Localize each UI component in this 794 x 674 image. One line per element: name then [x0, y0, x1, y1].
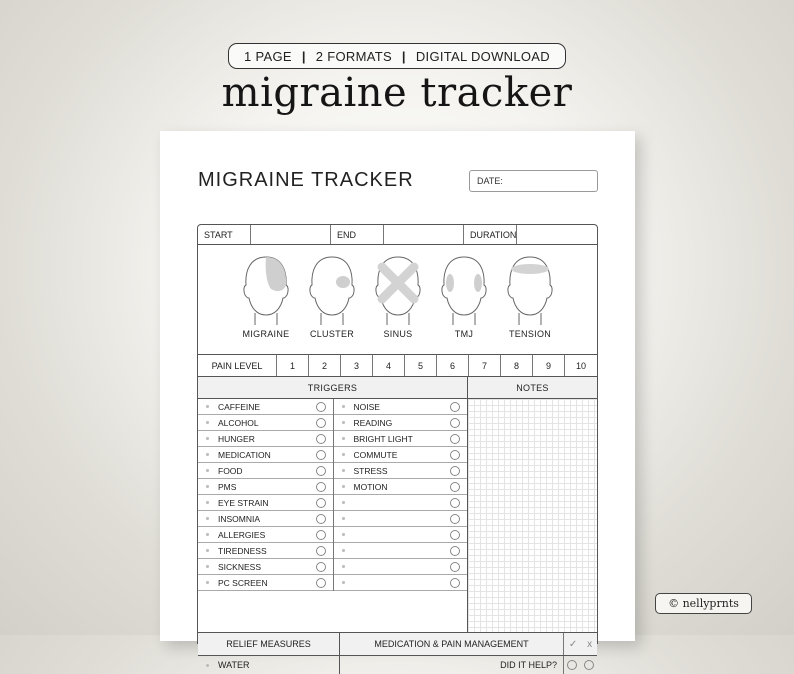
checkbox-circle-icon[interactable] [450, 482, 460, 492]
bullet-icon [206, 501, 209, 504]
trigger-item[interactable] [198, 479, 333, 495]
bullet-icon [206, 485, 209, 488]
end-label: END [331, 225, 384, 244]
banner-download: DIGITAL DOWNLOAD [415, 48, 550, 64]
trigger-item[interactable] [198, 559, 333, 575]
headache-type-label: TENSION [508, 329, 552, 339]
checkbox-circle-icon[interactable] [316, 434, 326, 444]
notes-grid[interactable] [468, 399, 597, 632]
triggers-section [198, 377, 468, 632]
trigger-label: NOISE [353, 401, 380, 412]
start-field[interactable] [251, 225, 331, 244]
trigger-label: STRESS [353, 465, 388, 476]
triggers-heading: TRIGGERS [198, 377, 467, 399]
bullet-icon [342, 469, 345, 472]
check-icon: ✓ [568, 638, 578, 650]
trigger-label: PMS [218, 481, 237, 492]
pain-level-option[interactable]: 6 [437, 355, 469, 376]
tmj-head-icon [439, 253, 489, 325]
triggers-column-left [198, 399, 333, 591]
headache-type-label: TMJ [454, 329, 474, 339]
bullet-icon [206, 533, 209, 536]
duration-label: DURATION [464, 225, 517, 244]
trigger-item[interactable] [334, 399, 468, 415]
end-field[interactable] [384, 225, 464, 244]
trigger-label: ALLERGIES [218, 529, 266, 540]
pain-level-option[interactable]: 2 [309, 355, 341, 376]
yes-circle-icon[interactable] [567, 660, 577, 670]
banner-separator: | [301, 48, 306, 64]
trigger-label: SICKNESS [218, 561, 261, 572]
pain-level-option[interactable]: 1 [277, 355, 309, 376]
trigger-item[interactable] [198, 431, 333, 447]
trigger-label: EYE STRAIN [218, 497, 269, 508]
trigger-item[interactable] [198, 527, 333, 543]
headache-type-cluster[interactable] [304, 253, 360, 339]
trigger-item[interactable] [198, 575, 333, 591]
pain-level-label: PAIN LEVEL [198, 355, 277, 376]
trigger-item-blank[interactable] [334, 559, 468, 575]
relief-label: WATER [218, 660, 250, 670]
trigger-item[interactable] [334, 463, 468, 479]
relief-item[interactable] [198, 656, 340, 674]
bullet-icon [206, 453, 209, 456]
pain-level-option[interactable]: 10 [575, 360, 586, 371]
checkbox-circle-icon[interactable] [450, 498, 460, 508]
bullet-icon [342, 565, 345, 568]
relief-row [198, 656, 597, 674]
trigger-item[interactable] [198, 543, 333, 559]
medication-heading: MEDICATION & PAIN MANAGEMENT [340, 633, 564, 655]
headache-type-label: CLUSTER [309, 329, 355, 339]
trigger-item[interactable] [334, 415, 468, 431]
pain-level-option[interactable]: 7 [469, 355, 501, 376]
banner-pages: 1 PAGE [244, 48, 292, 64]
trigger-item-blank[interactable] [334, 575, 468, 591]
pain-level-option[interactable]: 5 [405, 355, 437, 376]
help-options [564, 656, 597, 674]
bullet-icon [342, 517, 345, 520]
trigger-label: TIREDNESS [218, 545, 267, 556]
headache-type-sinus[interactable] [370, 253, 426, 339]
headache-type-tension[interactable] [502, 253, 558, 339]
checkbox-circle-icon[interactable] [450, 418, 460, 428]
headache-type-tmj[interactable] [436, 253, 492, 339]
bullet-icon [342, 453, 345, 456]
no-circle-icon[interactable] [584, 660, 594, 670]
trigger-item-blank[interactable] [334, 527, 468, 543]
bullet-icon [342, 549, 345, 552]
notes-section [468, 377, 597, 632]
x-icon: x [587, 638, 593, 650]
triggers-notes-section [198, 377, 597, 632]
bullet-icon [206, 469, 209, 472]
notes-heading: NOTES [468, 377, 597, 399]
trigger-label: MOTION [353, 481, 388, 492]
checkbox-circle-icon[interactable] [450, 530, 460, 540]
trigger-item[interactable] [334, 479, 468, 495]
checkbox-circle-icon[interactable] [316, 450, 326, 460]
format-banner [228, 43, 566, 69]
trigger-label: PC SCREEN [218, 577, 268, 588]
cluster-head-icon [307, 253, 357, 325]
checkbox-circle-icon[interactable] [450, 578, 460, 588]
checkbox-circle-icon[interactable] [316, 418, 326, 428]
trigger-item-blank[interactable] [334, 495, 468, 511]
headache-type-migraine[interactable] [238, 253, 294, 339]
trigger-item-blank[interactable] [334, 511, 468, 527]
banner-separator: | [401, 48, 406, 64]
trigger-item[interactable] [198, 511, 333, 527]
trigger-item[interactable] [198, 495, 333, 511]
banner-formats: 2 FORMATS [315, 48, 392, 64]
migraine-head-icon [241, 253, 291, 325]
trigger-label: BRIGHT LIGHT [353, 433, 413, 444]
headache-type-label: SINUS [383, 329, 413, 339]
relief-header-row [198, 632, 597, 656]
trigger-item[interactable] [198, 415, 333, 431]
headache-types [198, 245, 597, 355]
duration-field[interactable] [517, 225, 597, 244]
checkbox-circle-icon[interactable] [316, 482, 326, 492]
bullet-icon [342, 485, 345, 488]
pain-level-option[interactable]: 9 [533, 355, 565, 376]
date-field[interactable] [469, 170, 598, 192]
bullet-icon [206, 581, 209, 584]
tracker-table [197, 224, 598, 670]
time-row [198, 225, 597, 245]
trigger-label: READING [353, 417, 393, 428]
checkbox-circle-icon[interactable] [450, 466, 460, 476]
bullet-icon [206, 565, 209, 568]
product-headline: migraine tracker [221, 70, 573, 116]
tension-head-icon [505, 253, 555, 325]
trigger-label: COMMUTE [353, 449, 398, 460]
trigger-label: INSOMNIA [218, 513, 261, 524]
checkbox-circle-icon[interactable] [316, 562, 326, 572]
checkbox-circle-icon[interactable] [316, 530, 326, 540]
trigger-label: FOOD [218, 465, 243, 476]
checkbox-circle-icon[interactable] [316, 514, 326, 524]
checkbox-circle-icon[interactable] [316, 402, 326, 412]
checkbox-circle-icon[interactable] [450, 562, 460, 572]
checkbox-circle-icon[interactable] [450, 434, 460, 444]
triggers-column-right [333, 399, 468, 591]
bullet-icon [342, 405, 345, 408]
pain-level-row [198, 355, 597, 377]
trigger-label: CAFFEINE [218, 401, 261, 412]
tracker-sheet [160, 131, 635, 670]
trigger-item[interactable] [198, 447, 333, 463]
bullet-icon [206, 421, 209, 424]
help-columns [564, 633, 597, 655]
bullet-icon [342, 421, 345, 424]
start-label: START [198, 225, 251, 244]
bullet-icon [342, 581, 345, 584]
trigger-item[interactable] [334, 431, 468, 447]
trigger-label: HUNGER [218, 433, 255, 444]
bullet-icon [342, 437, 345, 440]
headache-type-label: MIGRAINE [242, 329, 290, 339]
bullet-icon [206, 517, 209, 520]
trigger-item[interactable] [334, 447, 468, 463]
bullet-icon [342, 533, 345, 536]
bullet-icon [206, 549, 209, 552]
trigger-item[interactable] [198, 399, 333, 415]
trigger-item[interactable] [198, 463, 333, 479]
did-it-help-label: DID IT HELP? [340, 656, 564, 674]
sheet-title: MIGRAINE TRACKER [198, 169, 414, 191]
checkbox-circle-icon[interactable] [316, 466, 326, 476]
bullet-icon [206, 437, 209, 440]
bullet-icon [206, 405, 209, 408]
pain-level-option[interactable]: 4 [373, 355, 405, 376]
trigger-label: MEDICATION [218, 449, 271, 460]
checkbox-circle-icon[interactable] [450, 546, 460, 556]
checkbox-circle-icon[interactable] [450, 450, 460, 460]
trigger-item-blank[interactable] [334, 543, 468, 559]
checkbox-circle-icon[interactable] [316, 578, 326, 588]
shop-credit: © nellyprnts [655, 593, 752, 614]
date-label: DATE: [477, 176, 503, 186]
relief-heading: RELIEF MEASURES [198, 633, 340, 655]
bullet-icon [342, 501, 345, 504]
pain-level-option[interactable]: 3 [341, 355, 373, 376]
checkbox-circle-icon[interactable] [450, 402, 460, 412]
checkbox-circle-icon[interactable] [450, 514, 460, 524]
checkbox-circle-icon[interactable] [316, 546, 326, 556]
bullet-icon [206, 664, 209, 667]
checkbox-circle-icon[interactable] [316, 498, 326, 508]
pain-level-option[interactable]: 8 [501, 355, 533, 376]
sinus-head-icon [373, 253, 423, 325]
trigger-label: ALCOHOL [218, 417, 259, 428]
